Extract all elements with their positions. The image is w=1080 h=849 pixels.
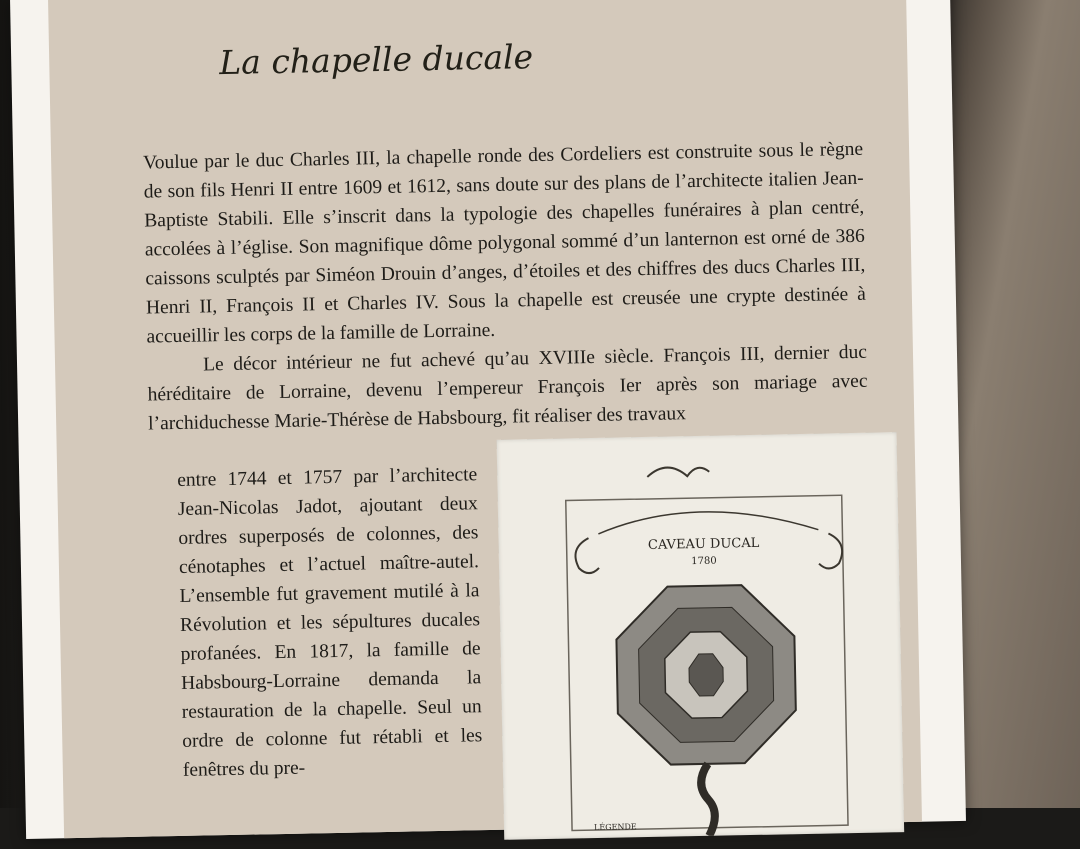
info-panel-frame: [10, 0, 966, 839]
crypt-plan-drawing: [497, 432, 905, 840]
paragraph-2: Le décor intérieur ne fut achevé qu’au XVIIIe siècle. François III, dernier duc héréditaire de Lorraine, devenu l’empereur François Ier après son mariage avec l’archiduchesse Marie-Thérèse de Habsbourg, fit réaliser des travaux: [147, 341, 868, 435]
plate-legend-label: LÉGENDE: [593, 822, 637, 833]
panel-title: La chapelle ducale: [218, 37, 534, 83]
plate-heading: CAVEAU DUCAL: [647, 535, 760, 553]
panel-body: [143, 135, 868, 439]
paragraph-1: Voulue par le duc Charles III, la chapelle ronde des Cordeliers est construite sous le règne de son fils Henri II entre 1609 et 1612, sans doute sur des plans de l’architecte italien Jean-Baptiste Stabili. Elle s’inscrit dans la typologie des chapelles funéraires à plan centré, accolées à l’église. Son magnifique dôme polygonal sommé d’un lanternon est orné de 386 caissons sculptés par Siméon Drouin d’anges, d’étoiles et des chiffres des ducs Charles III, Henri II, François II et Charles IV. Sous la chapelle est creusée une crypte destinée à accueillir les corps de la famille de Lorraine.: [142, 138, 867, 348]
info-panel: [48, 0, 922, 838]
plate-year: 1780: [691, 555, 717, 568]
angel-ornament-icon: [647, 467, 709, 477]
crypt-plan-illustration: [497, 432, 905, 840]
paragraph-3-wrapped: entre 1744 et 1757 par l’architecte Jean-Nicolas Jadot, ajoutant deux ordres superposés de colonnes, des cénotaphes et l’actuel maître-autel. L’ensemble fut gravement mutilé à la Révolution et les sépultures ducales profanées. En 1817, la famille de Habsbourg-Lorraine demanda la restauration de la chapelle. Seul un ordre de colonne fut rétabli et les fenêtres du pre-: [177, 464, 483, 781]
